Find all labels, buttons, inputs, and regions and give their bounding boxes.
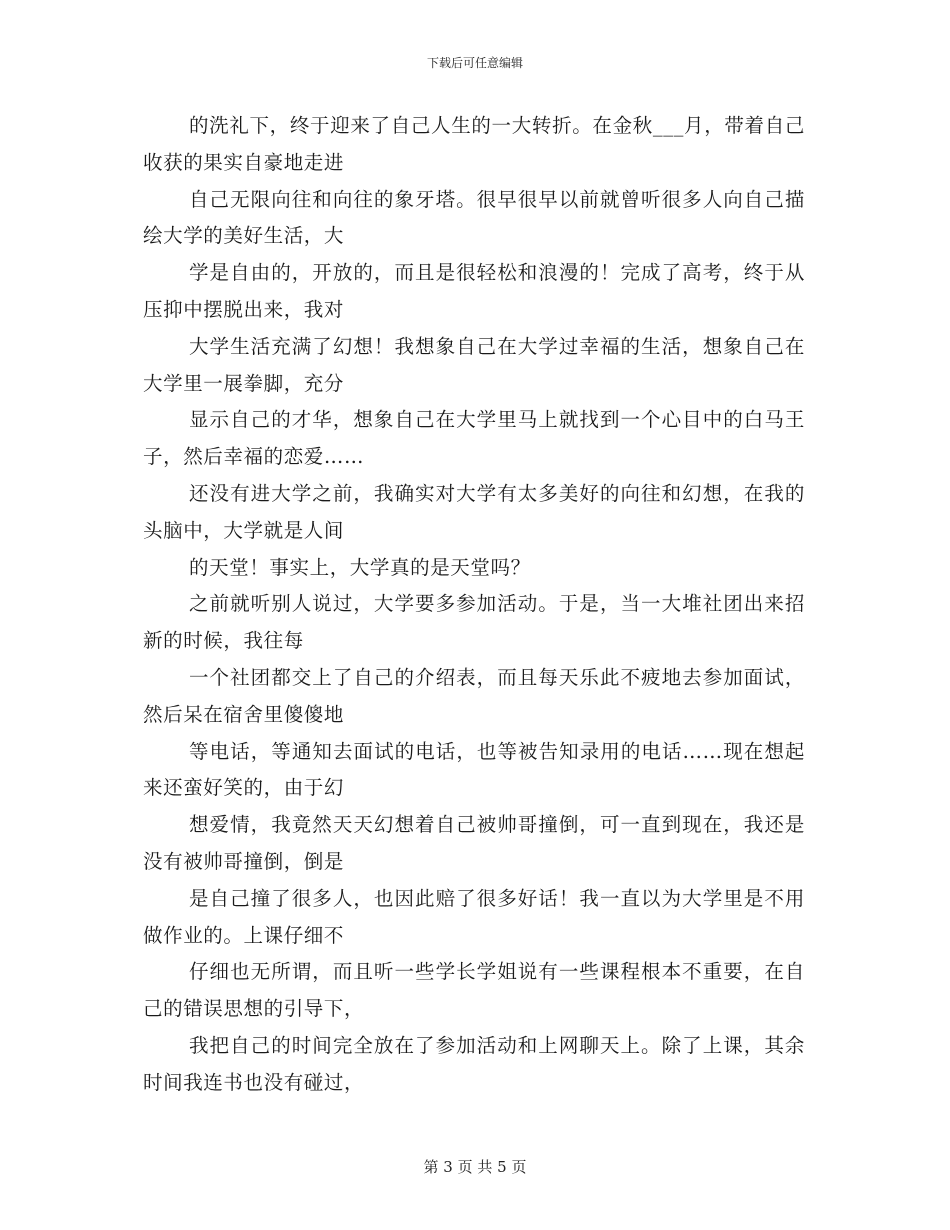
paragraph: 学是自由的，开放的，而且是很轻松和浪漫的！完成了高考，终于从压抑中摆脱出来，我对 bbox=[143, 261, 805, 321]
paragraph: 我把自己的时间完全放在了参加活动和上网聊天上。除了上课，其余时间我连书也没有碰过， bbox=[143, 1033, 805, 1094]
paragraph: 显示自己的才华，想象自己在大学里马上就找到一个心目中的白马王子，然后幸福的恋爱…… bbox=[143, 408, 805, 469]
paragraph: 等电话，等通知去面试的电话，也等被告知录用的电话……现在想起来还蛮好笑的，由于幻 bbox=[143, 739, 805, 800]
paragraph: 之前就听别人说过，大学要多参加活动。于是，当一大堆社团出来招新的时候，我往每 bbox=[143, 592, 805, 653]
page-header: 下载后可任意编辑 bbox=[426, 56, 523, 70]
page-number-footer: 第 3 页 共 5 页 bbox=[423, 1158, 527, 1176]
paragraph: 想爱情，我竟然天天幻想着自己被帅哥撞倒，可一直到现在，我还是没有被帅哥撞倒，倒是 bbox=[143, 813, 805, 873]
paragraph: 自己无限向往和向往的象牙塔。很早很早以前就曾听很多人向自己描绘大学的美好生活，大 bbox=[143, 187, 805, 248]
paragraph: 是自己撞了很多人，也因此赔了很多好话！我一直以为大学里是不用做作业的。上课仔细不 bbox=[143, 886, 805, 947]
document-body bbox=[143, 108, 805, 1102]
paragraph: 一个社团都交上了自己的介绍表，而且每天乐此不疲地去参加面试，然后呆在宿舍里傻傻地 bbox=[143, 665, 805, 726]
paragraph: 的洗礼下，终于迎来了自己人生的一大转折。在金秋___月，带着自己收获的果实自豪地走进 bbox=[143, 114, 805, 174]
paragraph: 的天堂！事实上，大学真的是天堂吗？ bbox=[189, 555, 531, 579]
paragraph: 大学生活充满了幻想！我想象自己在大学过幸福的生活，想象自己在大学里一展拳脚，充分 bbox=[143, 334, 805, 395]
paragraph: 还没有进大学之前，我确实对大学有太多美好的向往和幻想，在我的头脑中，大学就是人间 bbox=[143, 481, 805, 542]
paragraph: 仔细也无所谓，而且听一些学长学姐说有一些课程根本不重要，在自己的错误思想的引导下， bbox=[143, 960, 805, 1021]
